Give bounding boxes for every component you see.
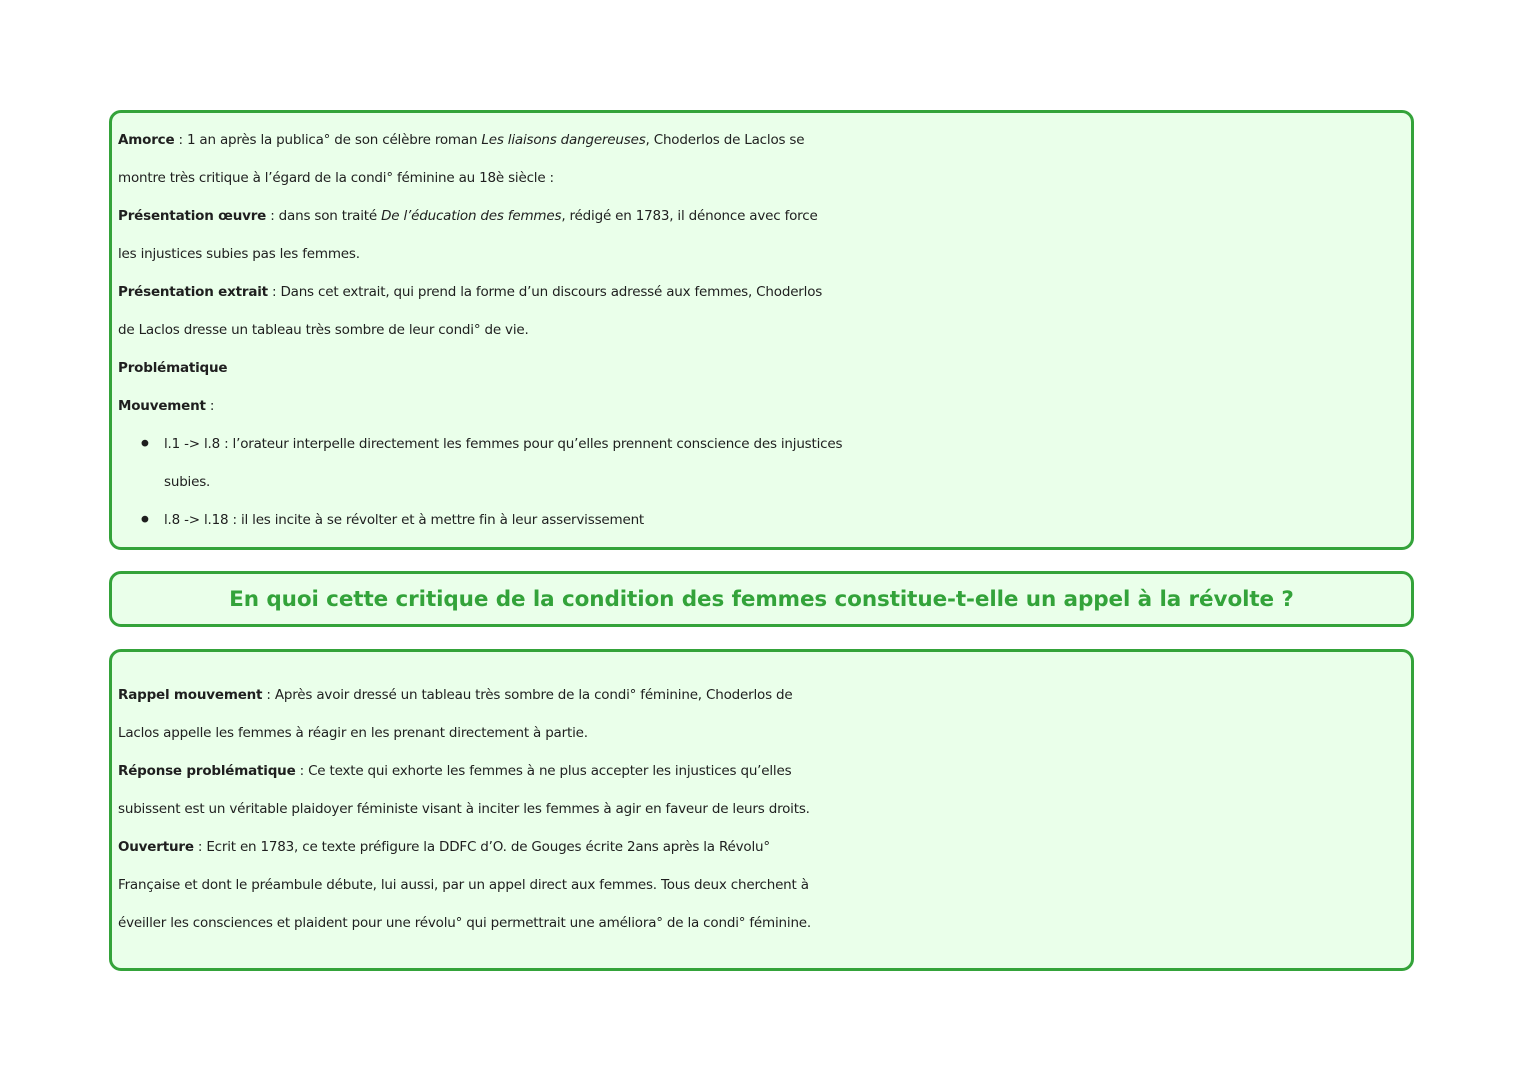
reponse-label: Réponse problématique (118, 763, 296, 779)
reponse-line-2: subissent est un véritable plaidoyer féministe visant à inciter les femmes à agir en faveur de leurs droits. (118, 801, 810, 817)
mouvement-item-1-line-1: • l.1 -> l.8 : l’orateur interpelle directement les femmes pour qu’elles prennent conscience des injustices (164, 436, 843, 452)
rappel-line-1 (118, 676, 1401, 714)
presentation-oeuvre-text-2: , rédigé en 1783, il dénonce avec force (561, 208, 818, 224)
ouverture-label: Ouverture (118, 839, 194, 855)
reponse-line-1 (118, 752, 1401, 790)
presentation-extrait-separator: : (267, 284, 281, 300)
amorce-novel-title: Les liaisons dangereuses (481, 132, 646, 148)
presentation-extrait-line-1 (118, 273, 1401, 311)
problematique-question-box (109, 571, 1414, 627)
conclusion-box (109, 649, 1414, 971)
ouverture-line-1 (118, 828, 1401, 866)
rappel-text-1: Après avoir dressé un tableau très sombre de la condi° féminine, Choderlos de (274, 687, 793, 703)
amorce-label: Amorce (118, 132, 175, 148)
presentation-oeuvre-work-title: De l’éducation des femmes (381, 208, 562, 224)
rappel-line-2: Laclos appelle les femmes à réagir en les prenant directement à partie. (118, 725, 588, 741)
presentation-oeuvre-line-2: les injustices subies pas les femmes. (118, 246, 360, 262)
problematique-line (118, 349, 1401, 387)
mouvement-separator: : (205, 398, 215, 414)
mouvement-item (118, 501, 1401, 539)
presentation-extrait-text-1: Dans cet extrait, qui prend la forme d’un discours adressé aux femmes, Choderlos (280, 284, 823, 300)
ouverture-separator: : (193, 839, 207, 855)
presentation-extrait-label: Présentation extrait (118, 284, 268, 300)
mouvement-label: Mouvement (118, 398, 206, 414)
ouverture-line-2: Française et dont le préambule débute, lui aussi, par un appel direct aux femmes. Tous deux cherchent à (118, 877, 809, 893)
reponse-text-1: Ce texte qui exhorte les femmes à ne plus accepter les injustices qu’elles (308, 763, 792, 779)
amorce-line-1 (118, 121, 1401, 159)
ouverture-text-1: Ecrit en 1783, ce texte préfigure la DDFC d’O. de Gouges écrite 2ans après la Révolu° (206, 839, 770, 855)
amorce-separator: : (174, 132, 187, 148)
amorce-line-2: montre très critique à l’égard de la condi° féminine au 18è siècle : (118, 170, 554, 186)
ouverture-line-3: éveiller les consciences et plaident pour une révolu° qui permettrait une améliora° de la condi° féminine. (118, 915, 812, 931)
mouvement-line (118, 387, 1401, 425)
rappel-separator: : (262, 687, 275, 703)
mouvement-item (118, 425, 1401, 501)
mouvement-item-1-line-2: subies. (164, 474, 211, 490)
reponse-separator: : (295, 763, 309, 779)
presentation-extrait-line-2: de Laclos dresse un tableau très sombre de leur condi° de vie. (118, 322, 529, 338)
amorce-text-2: , Choderlos de Laclos se (645, 132, 805, 148)
mouvement-item-2-line-1: • l.8 -> l.18 : il les incite à se révolter et à mettre fin à leur asservissement (164, 512, 645, 528)
presentation-oeuvre-label: Présentation œuvre (118, 208, 267, 224)
rappel-label: Rappel mouvement (118, 687, 263, 703)
problematique-question: En quoi cette critique de la condition des femmes constitue-t-elle un appel à la révolte ? (229, 586, 1294, 612)
amorce-text-1: 1 an après la publica° de son célèbre roman (186, 132, 482, 148)
presentation-oeuvre-line-1 (118, 197, 1401, 235)
presentation-oeuvre-text-1: dans son traité (278, 208, 382, 224)
presentation-oeuvre-separator: : (266, 208, 279, 224)
introduction-box (109, 110, 1414, 550)
mouvement-list (118, 425, 1401, 539)
problematique-label: Problématique (118, 360, 228, 376)
